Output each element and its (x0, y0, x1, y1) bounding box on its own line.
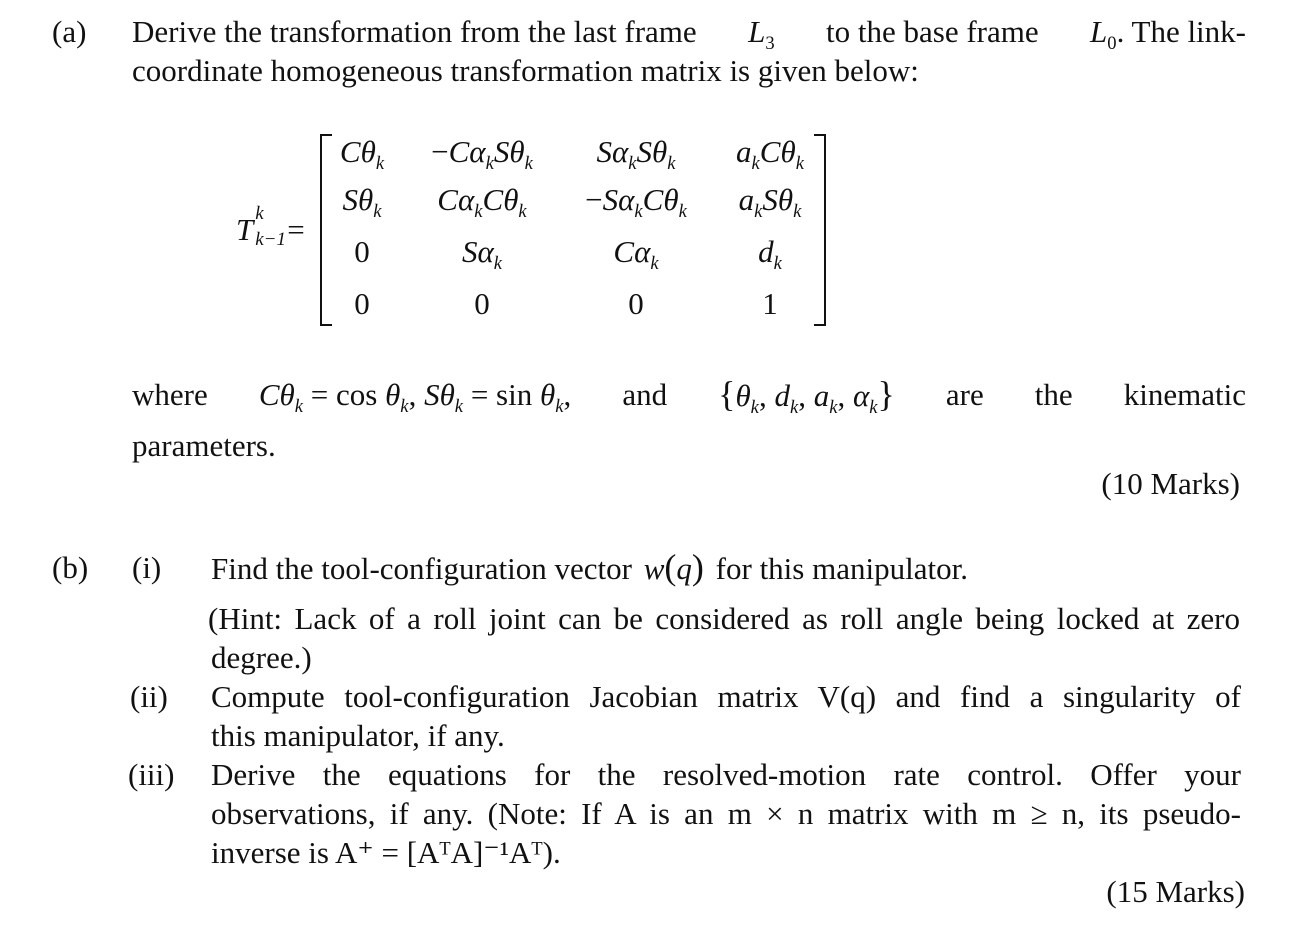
item-ii-line1: Compute tool-configuration Jacobian matrix V(q) and find a singularity of (211, 679, 1241, 714)
matrix-cell-r3-c1: 0 (354, 234, 370, 269)
part-a-line2: coordinate homogeneous transformation matrix is given below: (132, 53, 919, 88)
part-a-line1-mid: to the base frame (826, 14, 1039, 49)
part-a-marks: (10 Marks) (1101, 466, 1240, 501)
item-iii-line1: Derive the equations for the resolved-motion rate control. Offer your (211, 757, 1241, 792)
matrix-cell-r3-c3: $C\alpha_k$ (613, 234, 659, 275)
item-ii-num: (ii) (130, 679, 168, 714)
matrix-cell-r4-c3: 0 (628, 286, 644, 321)
part-b-marks: (15 Marks) (1106, 874, 1245, 909)
frame-last: $L_3$ (748, 14, 775, 55)
matrix-cell-r1-c1: $C\theta_k$ (339, 134, 385, 175)
matrix-cell-r4-c4: 1 (762, 286, 778, 321)
item-i-num: (i) (132, 550, 162, 585)
and-word: and (622, 377, 668, 412)
hint-line1: (Hint: Lack of a roll joint can be considered as roll angle being locked at zero (208, 601, 1240, 636)
part-a-line1-text: Derive the transformation from the last frame (132, 14, 697, 49)
item-ii-line2: this manipulator, if any. (211, 718, 505, 753)
item-i-text: Find the tool-configuration vector w(q) for this manipulator. (211, 547, 968, 587)
definitions: $C\theta_k = \cos \theta_k$, $S\theta_k = \sin \theta_k$, (258, 377, 572, 418)
parameters-word: parameters. (132, 428, 276, 463)
matrix-cell-r4-c2: 0 (474, 286, 490, 321)
item-iii-line2: observations, if any. (Note: If A is an m × n matrix with m ≥ n, its pseudo- (211, 796, 1241, 831)
matrix-cell-r1-c3: $S\alpha_kS\theta_k$ (596, 134, 676, 175)
matrix-cell-r1-c2: $-C\alpha_kS\theta_k$ (431, 134, 533, 175)
are-word: are (945, 377, 984, 412)
matrix-cell-r2-c1: $S\theta_k$ (342, 182, 382, 223)
where-word: where (132, 377, 208, 412)
matrix-cell-r2-c3: $-S\alpha_kC\theta_k$ (585, 182, 687, 223)
item-iii-line3: inverse is A⁺ = [AᵀA]⁻¹Aᵀ). (211, 835, 561, 870)
where-line (132, 375, 1246, 427)
part-b-label: (b) (52, 550, 89, 585)
the-word: the (1034, 377, 1073, 412)
matrix-cell-r4-c1: 0 (354, 286, 370, 321)
matrix-cell-r1-c4: $a_kC\theta_k$ (736, 134, 804, 175)
matrix-cell-r2-c2: $C\alpha_kC\theta_k$ (437, 182, 527, 223)
matrix-lhs: T k k−1 = (236, 203, 305, 250)
kinematic-params: {$\theta_k$, $d_k$, $a_k$, $\alpha_k$} (718, 374, 895, 419)
matrix-cell-r3-c4: $d_k$ (758, 234, 782, 275)
frame-base: $L_0$. The link- (1090, 14, 1246, 55)
hint-line2: degree.) (211, 640, 312, 675)
matrix-cell-r3-c2: $S\alpha_k$ (461, 234, 503, 275)
matrix-cell-r2-c4: $a_kS\theta_k$ (738, 182, 802, 223)
part-a-label: (a) (52, 14, 87, 49)
kinematic-word: kinematic (1123, 377, 1246, 412)
item-iii-num: (iii) (128, 757, 175, 792)
